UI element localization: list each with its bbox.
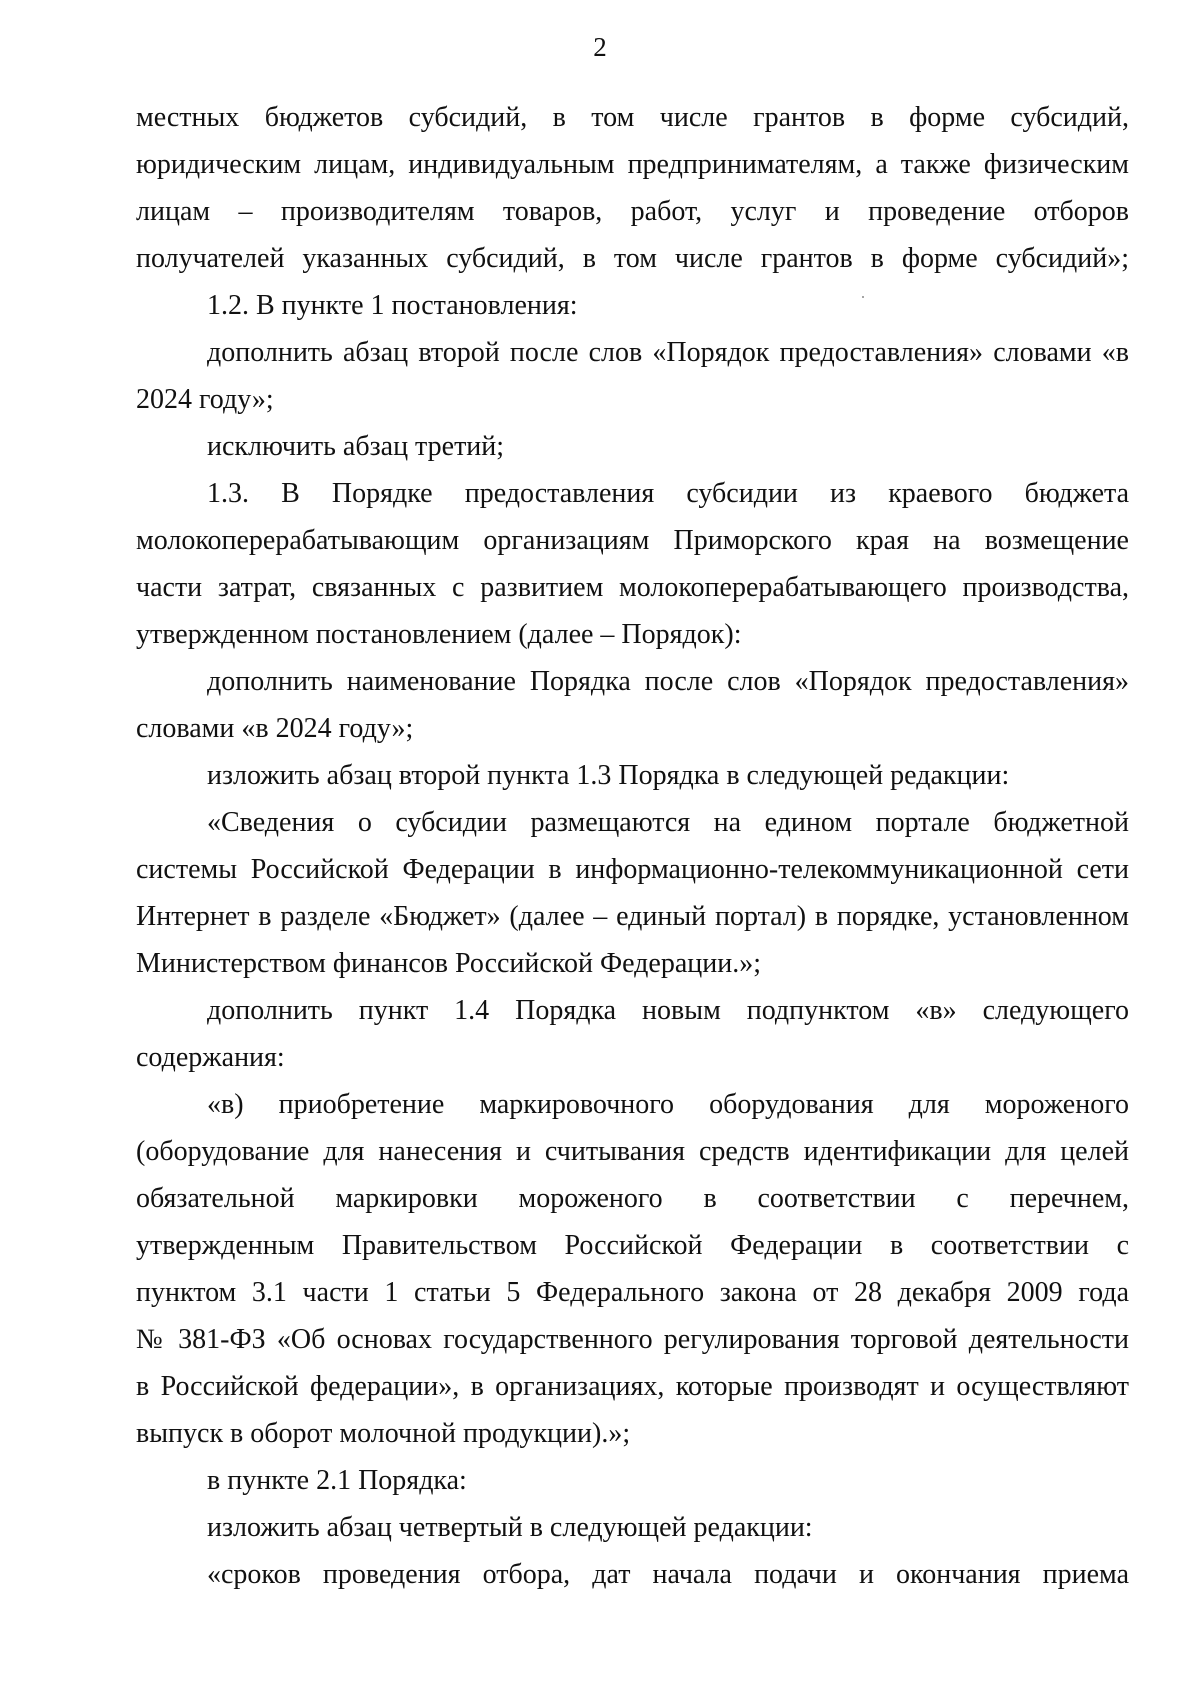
text-line: местных бюджетов субсидий, в том числе грантов в форме субсидий,: [136, 102, 1129, 133]
text-line: молокоперерабатывающим организациям Приморского края на возмещение: [136, 525, 1129, 556]
text-line: 1.3. В Порядке предоставления субсидии из краевого бюджета: [207, 478, 1129, 509]
text-line: изложить абзац второй пункта 1.3 Порядка в следующей редакции:: [207, 760, 1010, 791]
text-line: изложить абзац четвертый в следующей редакции:: [207, 1512, 813, 1543]
text-line: содержания:: [136, 1042, 285, 1073]
text-line: исключить абзац третий;: [207, 431, 505, 462]
text-line: Интернет в разделе «Бюджет» (далее – единый портал) в порядке, установленном: [136, 901, 1129, 932]
text-line: № 381-ФЗ «Об основах государственного регулирования торговой деятельности: [136, 1324, 1129, 1355]
text-line: выпуск в оборот молочной продукции).»;: [136, 1418, 631, 1449]
text-line: в пункте 2.1 Порядка:: [207, 1465, 467, 1496]
text-line: словами «в 2024 году»;: [136, 713, 414, 744]
text-line: «Сведения о субсидии размещаются на едином портале бюджетной: [207, 807, 1129, 838]
text-line: пунктом 3.1 части 1 статьи 5 Федерального закона от 28 декабря 2009 года: [136, 1277, 1129, 1308]
text-line: лицам – производителям товаров, работ, услуг и проведение отборов: [136, 196, 1129, 227]
text-line: части затрат, связанных с развитием молокоперерабатывающего производства,: [136, 572, 1129, 603]
text-line: «в) приобретение маркировочного оборудования для мороженого: [207, 1089, 1129, 1120]
text-line: 2024 году»;: [136, 384, 274, 415]
text-line: Министерством финансов Российской Федерации.»;: [136, 948, 761, 979]
text-line: юридическим лицам, индивидуальным предпринимателям, а также физическим: [136, 149, 1129, 180]
text-line: получателей указанных субсидий, в том числе грантов в форме субсидий»;: [136, 243, 1129, 274]
text-line: (оборудование для нанесения и считывания средств идентификации для целей: [136, 1136, 1129, 1167]
text-line: 1.2. В пункте 1 постановления:: [207, 290, 578, 321]
page-number: 2: [593, 32, 607, 62]
document-body: [136, 94, 1129, 1598]
text-line: «сроков проведения отбора, дат начала подачи и окончания приема: [207, 1559, 1129, 1590]
text-line: системы Российской Федерации в информационно-телекоммуникационной сети: [136, 854, 1129, 885]
text-line: утвержденным Правительством Российской Федерации в соответствии с: [136, 1230, 1129, 1261]
text-line: обязательной маркировки мороженого в соответствии с перечнем,: [136, 1183, 1129, 1214]
text-line: в Российской федерации», в организациях, которые производят и осуществляют: [136, 1371, 1129, 1402]
text-line: утвержденном постановлением (далее – Порядок):: [136, 619, 742, 650]
text-line: дополнить пункт 1.4 Порядка новым подпунктом «в» следующего: [207, 995, 1129, 1026]
text-line: дополнить наименование Порядка после слов «Порядок предоставления»: [207, 666, 1129, 697]
text-line: дополнить абзац второй после слов «Порядок предоставления» словами «в: [207, 337, 1129, 368]
